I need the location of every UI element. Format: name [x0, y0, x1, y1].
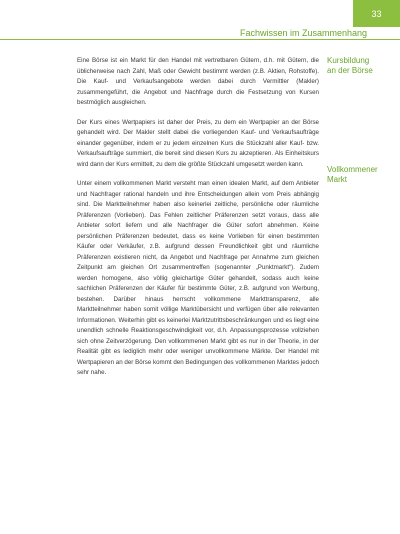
page-number	[353, 0, 400, 27]
page-number-text: 33	[371, 8, 382, 19]
margin-note-line: Markt	[327, 175, 347, 184]
margin-note-line: Vollkommener	[327, 165, 378, 174]
paragraph: Unter einem vollkommenen Markt versteht man einen idealen Markt, auf dem Anbieter und Nachfrager rational handeln und ihre Entscheidungen allein vom Preis abhängig sind. Die Marktteilnehmer haben also keinerlei zeitliche, persönliche oder räumliche Präferenzen (Vorlieben). Das Fehlen zeitlicher Präferenzen setzt voraus, dass alle Anbieter sofort liefern und alle Nachfrager die Güter sofort abnehmen. Keine persönlichen Präferenzen bedeutet, dass es keine Vorlieben für einen bestimmten Käufer oder Verkäufer, z.B. aufgrund dessen Freundlichkeit gibt und räumliche Präferenzen existieren nicht, da Angebot und Nachfrage per Annahme zum gleichen Zeitpunkt am gleichen Ort zusammentreffen (sogenannter „Punktmarkt“). Zudem werden homogene, also völlig gleichartige Güter gehandelt, sodass auch keine sachlichen Präferenzen der Käufer für bestimmte Güter, z.B. aufgrund von Werbung, bestehen. Darüber hinaus herrscht vollkommene Markttransparenz, alle Marktteilnehmer haben somit völlige Marktübersicht und verfügen über alle relevanten Informationen. Weiterhin gibt es keinerlei Marktzutrittsbeschränkungen und es liegt eine unendlich schnelle Reaktionsgeschwindigkeit vor, d.h. Anpassungsprozesse vollziehen sich ohne Zeitverzögerung. Den vollkommenen Markt gibt es nur in der Theorie, in der Realität gibt es lediglich mehr oder weniger unvollkommene Märkte. Der Handel mit Wertpapieren an der Börse kommt den Bedingungen des vollkommenen Marktes jedoch sehr nahe.	[77, 180, 319, 376]
margin-note-kursbildung	[327, 56, 395, 76]
margin-note-line: Kursbildung	[327, 56, 370, 65]
body-text	[77, 56, 319, 388]
paragraph: Der Kurs eines Wertpapiers ist daher der Preis, zu dem ein Wertpapier an der Börse gehandelt wird. Der Makler stellt dabei die vorliegenden Kauf- und Verkaufsaufträge einander gegenüber, indem er zu jedem einzelnen Kurs die Stückzahl aller Kauf- bzw. Verkaufsaufträge summiert, die bereit sind diesen Kurs zu akzeptieren. Als Einheitskurs wird dann der Kurs ermittelt, zu dem die größte Stückzahl umgesetzt werden kann.	[77, 118, 319, 168]
section-title: Fachwissen im Zusammenhang	[240, 28, 368, 38]
margin-note-vollkommener-markt	[327, 165, 395, 185]
header-divider	[0, 39, 400, 40]
margin-note-line: an der Börse	[327, 66, 373, 75]
paragraph: Eine Börse ist ein Markt für den Handel mit vertretbaren Gütern, d.h. mit Gütern, die üblicherweise nach Zahl, Maß oder Gewicht bestimmt werden (z.B. Aktien, Rohstoffe). Die Kauf- und Verkaufsangebote werden dabei durch Vermittler (Makler) zusammengeführt, die Angebot und Nachfrage durch die Festsetzung von Kursen bestmöglich ausgleichen.	[77, 57, 319, 106]
